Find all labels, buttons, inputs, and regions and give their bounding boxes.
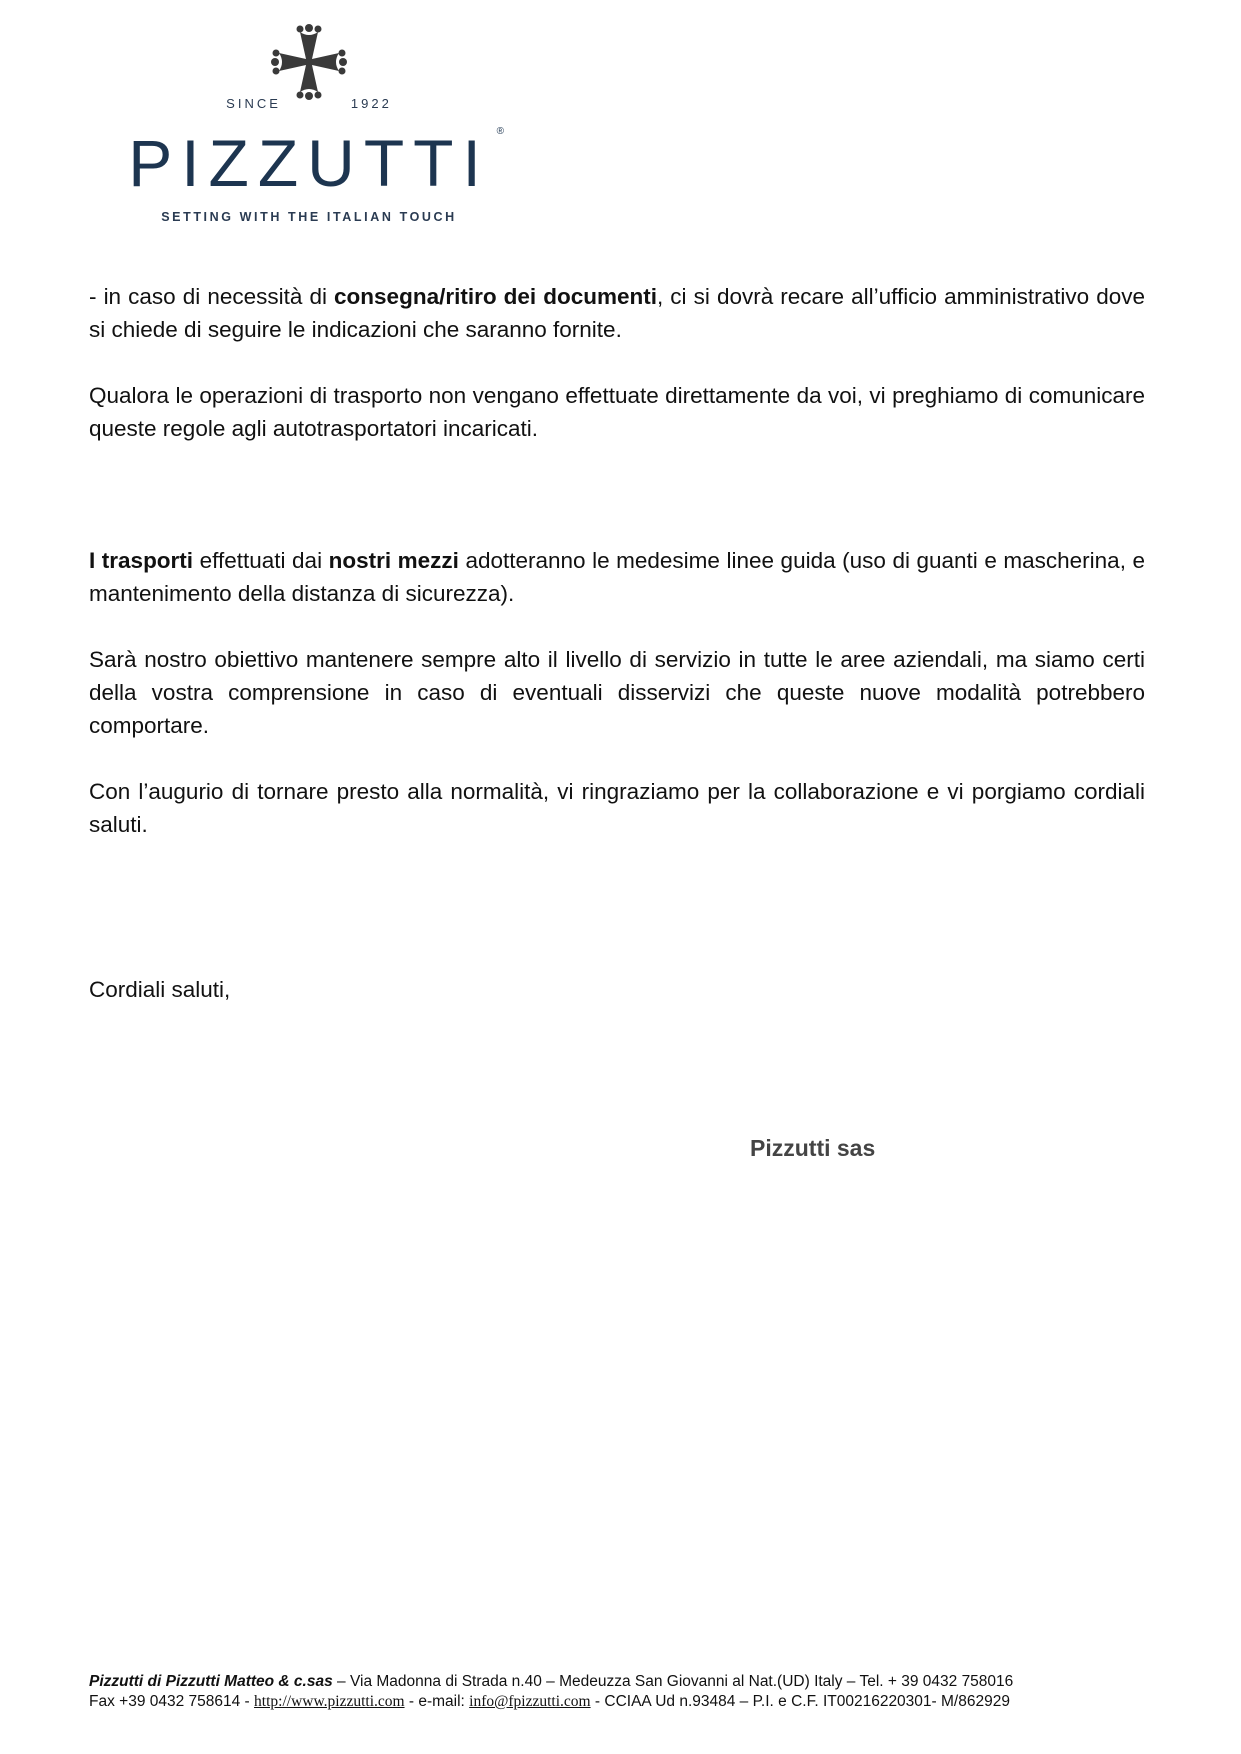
footer-line-1: Pizzutti di Pizzutti Matteo & c.sas – Via Madonna di Strada n.40 – Medeuzza San Giovanni al Nat.(UD) Italy – Tel. + 39 0432 758016 [89,1673,1014,1690]
occitan-cross-icon [118,22,500,102]
paragraph-thanks: Con l’augurio di tornare presto alla normalità, vi ringraziamo per la collaborazione e vi porgiamo cordiali saluti. [89,779,1145,837]
logo-since: SINCE 1922 [226,96,392,111]
paragraph-own-vehicles: I trasporti effettuati dai nostri mezzi adotteranno le medesime linee guida (uso di guanti e mascherina, e mantenimento della distanza di sicurezza). [89,548,1145,606]
paragraph-documents: - in caso di necessità di consegna/ritiro dei documenti, ci si dovrà recare all’ufficio amministrativo dove si chiede di seguire le indicazioni che saranno fornite. [89,284,1145,342]
closing-greeting: Cordiali saluti, [89,977,231,1002]
footer-company: Pizzutti di Pizzutti Matteo & c.sas [89,1673,333,1690]
logo-brand: PIZZUTTI [128,126,490,200]
website-link[interactable]: http://www.pizzutti.com [254,1693,405,1710]
letter-body [89,280,1145,1006]
paragraph-service-level: Sarà nostro obiettivo mantenere sempre alto il livello di servizio in tutte le aree aziendali, ma siamo certi della vostra comprensione in caso di eventuali disservizi che queste nuove modalità potrebbero comportare. [89,647,1145,738]
logo-tagline: SETTING WITH THE ITALIAN TOUCH [161,210,457,224]
signature: Pizzutti sas [750,1135,876,1161]
footer [89,1672,1145,1712]
company-logo [118,22,504,224]
email-link[interactable]: info@fpizzutti.com [469,1693,591,1710]
paragraph-transport-rules: Qualora le operazioni di trasporto non vengano effettuate direttamente da voi, vi preghiamo di comunicare queste regole agli autotrasportatori incaricati. [89,383,1145,441]
registered-mark: ® [496,126,504,137]
footer-line-2: Fax +39 0432 758614 - http://www.pizzutti.com - e-mail: info@fpizzutti.com - CCIAA Ud n.93484 – P.I. e C.F. IT00216220301- M/862929 [89,1693,1010,1710]
